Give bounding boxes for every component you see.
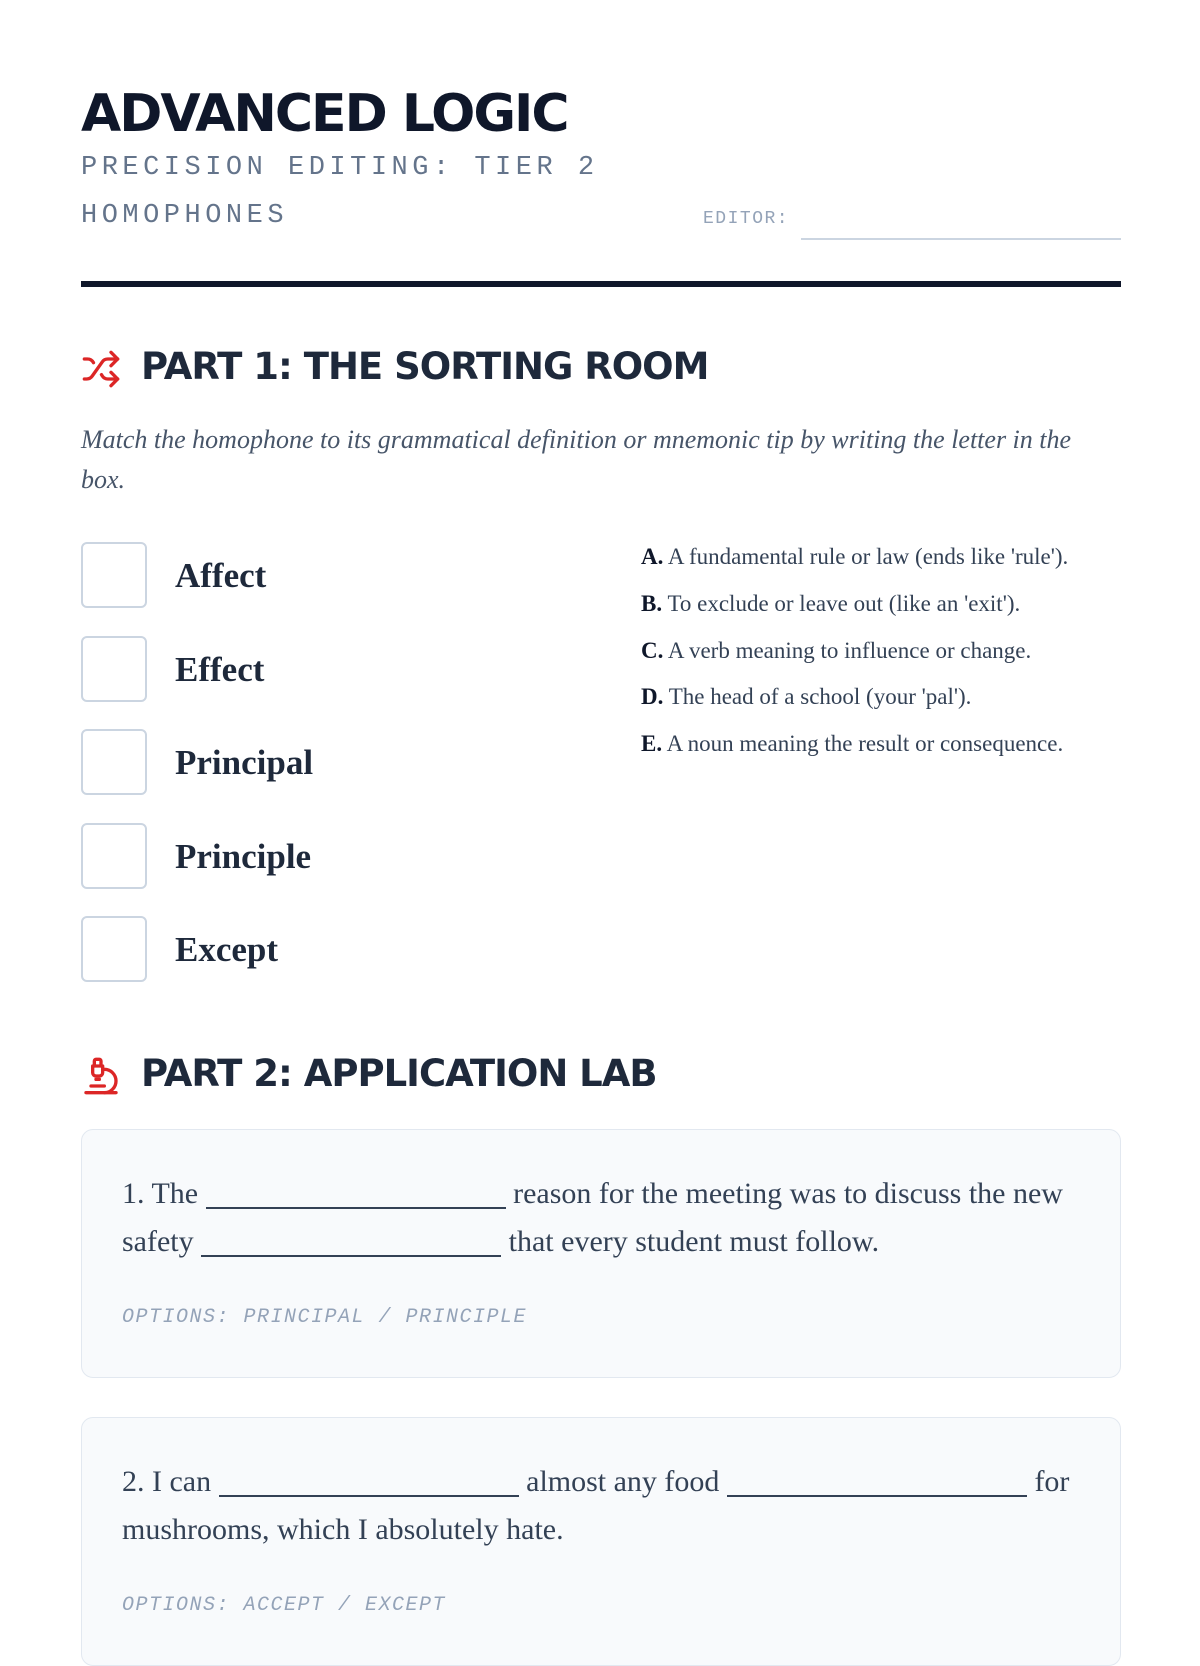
term-word: Affect bbox=[175, 556, 267, 595]
term-row bbox=[81, 823, 601, 891]
topic-label: HOMOPHONES bbox=[81, 201, 289, 231]
definition-letter: B. bbox=[641, 591, 663, 616]
answer-box[interactable] bbox=[81, 916, 147, 982]
answer-blank[interactable] bbox=[201, 1225, 501, 1257]
definition-item bbox=[641, 635, 1121, 667]
header-divider bbox=[81, 281, 1121, 287]
part1-title: PART 1: THE SORTING ROOM bbox=[141, 345, 709, 388]
definition-text: To exclude or leave out (like an 'exit'). bbox=[667, 591, 1021, 616]
definition-text: A fundamental rule or law (ends like 'rule'). bbox=[667, 544, 1069, 569]
term-row bbox=[81, 729, 601, 797]
definition-text: The head of a school (your 'pal'). bbox=[668, 684, 972, 709]
question-text-segment: 1. The bbox=[122, 1177, 199, 1210]
question-text bbox=[122, 1458, 1082, 1554]
microscope-icon bbox=[81, 1056, 121, 1096]
answer-box[interactable] bbox=[81, 542, 147, 608]
editor-label: EDITOR: bbox=[703, 209, 790, 229]
part1-header bbox=[81, 343, 1121, 391]
term-word: Principal bbox=[175, 743, 314, 782]
question-text-segment: 2. I can bbox=[122, 1465, 212, 1498]
definition-letter: A. bbox=[641, 544, 664, 569]
term-word: Effect bbox=[175, 650, 265, 689]
term-row bbox=[81, 636, 601, 704]
question-options: OPTIONS: PRINCIPAL / PRINCIPLE bbox=[122, 1306, 528, 1329]
definition-item bbox=[641, 681, 1121, 713]
answer-blank[interactable] bbox=[206, 1177, 506, 1209]
question-text-segment: almost any food bbox=[526, 1465, 720, 1498]
term-row bbox=[81, 542, 601, 610]
answer-blank[interactable] bbox=[219, 1465, 519, 1497]
part1-instructions: Match the homophone to its grammatical definition or mnemonic tip by writing the letter in the box. bbox=[81, 425, 1072, 494]
question-card bbox=[81, 1417, 1121, 1666]
part2-header bbox=[81, 1050, 1121, 1098]
term-word: Except bbox=[175, 930, 279, 969]
part2-title: PART 2: APPLICATION LAB bbox=[141, 1052, 657, 1095]
answer-box[interactable] bbox=[81, 636, 147, 702]
editor-name-field[interactable] bbox=[801, 238, 1121, 240]
question-card bbox=[81, 1129, 1121, 1378]
question-text bbox=[122, 1170, 1082, 1266]
question-text-segment: for mushrooms, which I absolutely hate. bbox=[122, 1465, 1070, 1546]
definition-item bbox=[641, 541, 1121, 573]
definition-item bbox=[641, 728, 1121, 760]
answer-box[interactable] bbox=[81, 823, 147, 889]
page-title: ADVANCED LOGIC bbox=[81, 84, 568, 144]
term-row bbox=[81, 916, 601, 984]
definition-letter: D. bbox=[641, 684, 664, 709]
shuffle-icon bbox=[81, 349, 121, 389]
question-options: OPTIONS: ACCEPT / EXCEPT bbox=[122, 1594, 447, 1617]
answer-blank[interactable] bbox=[727, 1465, 1027, 1497]
answer-box[interactable] bbox=[81, 729, 147, 795]
definition-item bbox=[641, 588, 1121, 620]
page-subtitle: PRECISION EDITING: TIER 2 bbox=[81, 153, 599, 183]
definition-text: A verb meaning to influence or change. bbox=[667, 638, 1032, 663]
question-text-segment: that every student must follow. bbox=[508, 1225, 880, 1258]
term-word: Principle bbox=[175, 837, 312, 876]
definition-letter: C. bbox=[641, 638, 664, 663]
definition-text: A noun meaning the result or consequence. bbox=[666, 731, 1064, 756]
definition-letter: E. bbox=[641, 731, 663, 756]
question-text-segment: reason for the meeting was to discuss the new safety bbox=[122, 1177, 1063, 1258]
